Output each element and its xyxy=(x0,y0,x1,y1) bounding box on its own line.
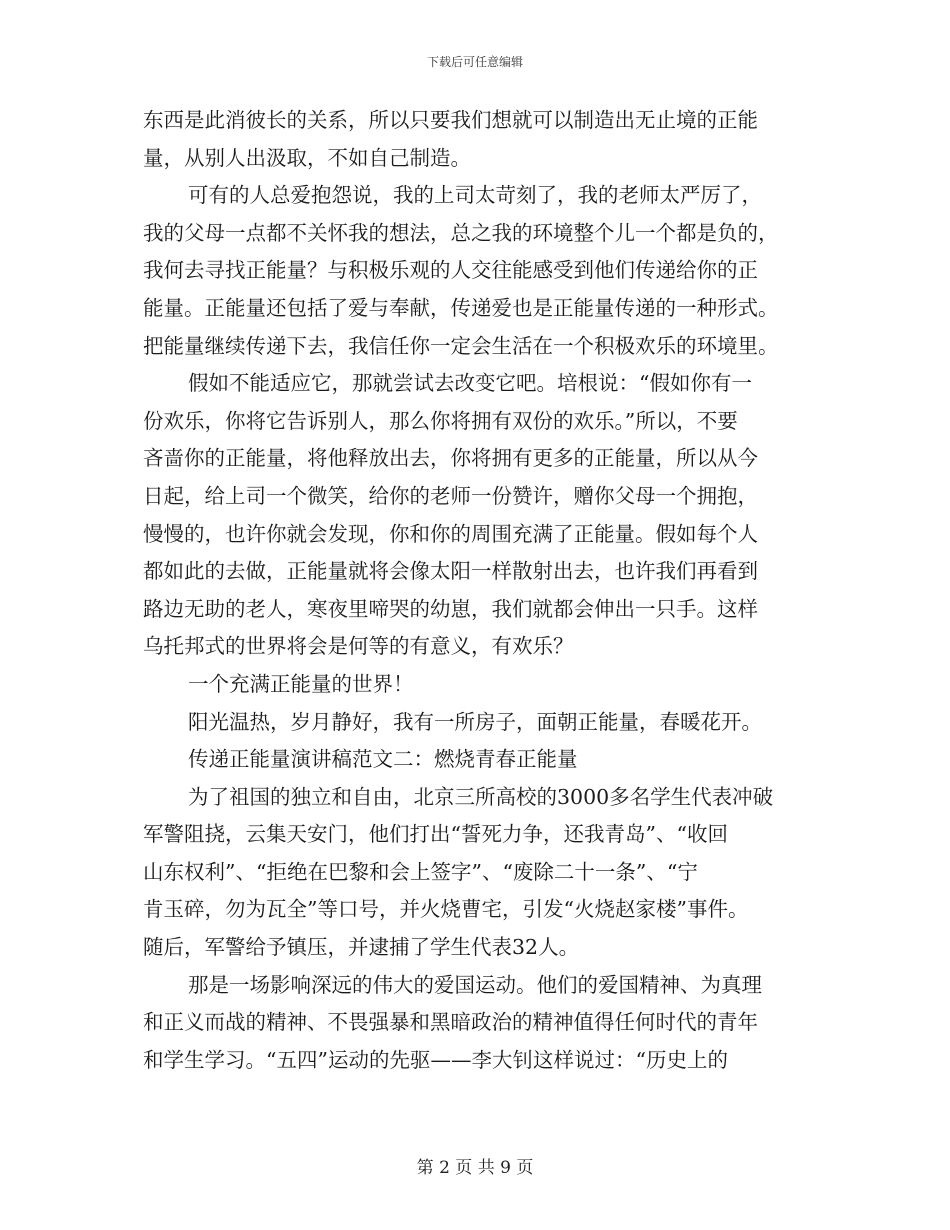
text-line: 乌托邦式的世界将会是何等的有意义，有欢乐？ xyxy=(143,634,574,659)
text-line: 和学生学习。“五四”运动的先驱——李大钊这样说过：“历史上的 xyxy=(143,1047,728,1072)
text-line: 假如不能适应它，那就尝试去改变它吧。培根说：“假如你有一 xyxy=(188,371,752,396)
text-line: 慢慢的，也许你就会发现，你和你的周围充满了正能量。假如每个人 xyxy=(143,521,758,546)
text-line: 量，从别人出汲取，不如自己制造。 xyxy=(143,145,471,170)
text-line: 份欢乐，你将它告诉别人，那么你将拥有双份的欢乐。”所以，不要 xyxy=(143,408,738,433)
text-line: 军警阻挠，云集天安门，他们打出“誓死力争，还我青岛”、“收回 xyxy=(143,822,728,847)
text-line: 传递正能量演讲稿范文二：燃烧青春正能量 xyxy=(188,747,578,772)
text-line: 阳光温热，岁月静好，我有一所房子，面朝正能量，春暖花开。 xyxy=(188,709,762,734)
text-line: 日起，给上司一个微笑，给你的老师一份赞许，赠你父母一个拥抱， xyxy=(143,483,758,508)
page-header: 下载后可任意编辑 xyxy=(426,55,523,69)
text-line: 都如此的去做，正能量就将会像太阳一样散射出去，也许我们再看到 xyxy=(143,559,758,584)
text-line: 吝啬你的正能量，将他释放出去，你将拥有更多的正能量，所以从今 xyxy=(143,446,758,471)
text-line: 可有的人总爱抱怨说，我的上司太苛刻了，我的老师太严厉了， xyxy=(188,183,762,208)
text-line: 为了祖国的独立和自由，北京三所高校的3000多名学生代表冲破 xyxy=(188,784,774,809)
text-line: 我的父母一点都不关怀我的想法，总之我的环境整个儿一个都是负的， xyxy=(143,220,779,245)
text-line: 和正义而战的精神、不畏强暴和黑暗政治的精神值得任何时代的青年 xyxy=(143,1010,758,1035)
text-line: 山东权利”、“拒绝在巴黎和会上签字”、“废除二十一条”、“宁 xyxy=(143,859,698,884)
text-line: 把能量继续传递下去，我信任你一定会生活在一个积极欢乐的环境里。 xyxy=(143,333,779,358)
text-line: 那是一场影响深远的伟大的爱国运动。他们的爱国精神、为真理 xyxy=(188,972,762,997)
text-line: 能量。正能量还包括了爱与奉献，传递爱也是正能量传递的一种形式。 xyxy=(143,295,779,320)
text-line: 随后，军警给予镇压，并逮捕了学生代表32人。 xyxy=(143,935,580,960)
text-line: 我何去寻找正能量？与积极乐观的人交往能感受到他们传递给你的正 xyxy=(143,258,758,283)
text-line: 肯玉碎，勿为瓦全”等口号，并火烧曹宅，引发“火烧赵家楼”事件。 xyxy=(143,897,749,922)
text-line: 路边无助的老人，寒夜里啼哭的幼崽，我们就都会伸出一只手。这样 xyxy=(143,596,758,621)
text-line: 东西是此消彼长的关系，所以只要我们想就可以制造出无止境的正能 xyxy=(143,108,758,132)
document-body xyxy=(143,102,803,1079)
text-line: 一个充满正能量的世界！ xyxy=(188,671,414,696)
page-footer: 第 2 页 共 9 页 xyxy=(416,1158,534,1178)
